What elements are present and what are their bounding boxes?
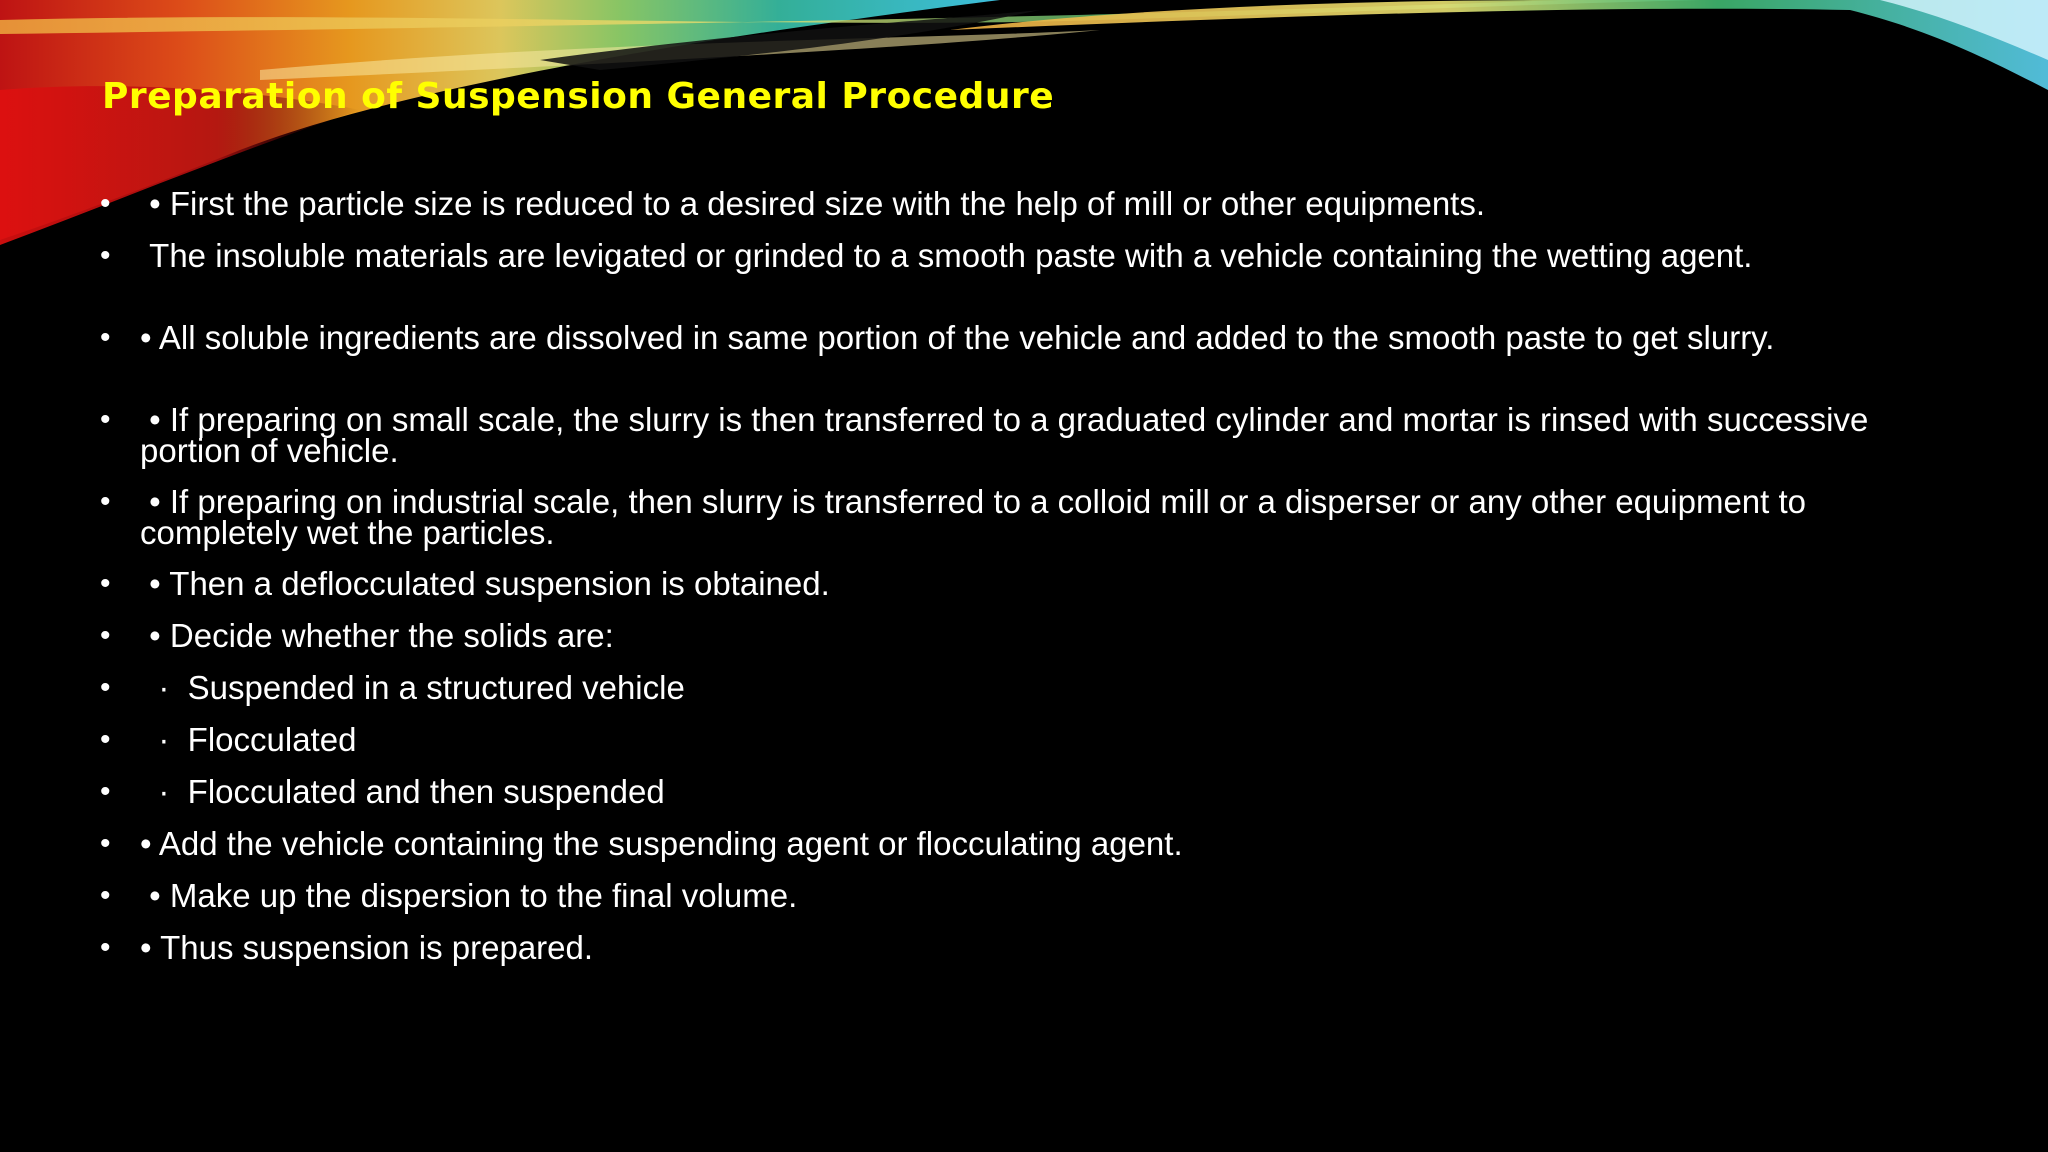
list-item-text: · Flocculated and then suspended (140, 773, 665, 810)
list-item (100, 564, 1930, 616)
list-item (100, 318, 1930, 400)
bullet-marker: • (100, 567, 111, 600)
list-item (100, 482, 1930, 564)
bullet-list (100, 184, 1930, 980)
bullet-marker: • (100, 403, 111, 436)
list-item-text: • Make up the dispersion to the final volume. (140, 877, 798, 914)
bullet-marker: • (100, 671, 111, 704)
bullet-marker: • (100, 827, 111, 860)
list-item-text: • Thus suspension is prepared. (140, 929, 594, 966)
bullet-marker: • (100, 619, 111, 652)
list-item (100, 184, 1930, 236)
bullet-marker: • (100, 931, 111, 964)
list-item-text: • Decide whether the solids are: (140, 617, 614, 654)
list-item-text: · Suspended in a structured vehicle (140, 669, 685, 706)
list-item (100, 668, 1930, 720)
bullet-marker: • (100, 239, 111, 272)
list-item (100, 236, 1930, 318)
bullet-marker: • (100, 775, 111, 808)
list-item-text: • If preparing on industrial scale, then slurry is transferred to a colloid mill or a disperser or any other equipment to completely wet the particles. (140, 483, 1816, 551)
list-item (100, 772, 1930, 824)
list-item-text: • Then a deflocculated suspension is obtained. (140, 565, 830, 602)
list-item-text: · Flocculated (140, 721, 357, 758)
list-item (100, 720, 1930, 772)
list-item-text: • If preparing on small scale, the slurry is then transferred to a graduated cylinder and mortar is rinsed with successive portion of vehicle. (140, 401, 1878, 469)
list-item (100, 928, 1930, 980)
bullet-marker: • (100, 187, 111, 220)
bullet-marker: • (100, 321, 111, 354)
list-item-text: • First the particle size is reduced to a desired size with the help of mill or other equipments. (140, 185, 1486, 222)
list-item (100, 616, 1930, 668)
bullet-marker: • (100, 723, 111, 756)
slide-title: Preparation of Suspension General Procedure (102, 76, 1055, 117)
list-item-text: • All soluble ingredients are dissolved in same portion of the vehicle and added to the smooth paste to get slurry. (140, 319, 1775, 356)
bullet-marker: • (100, 879, 111, 912)
bullet-marker: • (100, 485, 111, 518)
list-item-text: • Add the vehicle containing the suspending agent or flocculating agent. (140, 825, 1183, 862)
list-item (100, 876, 1930, 928)
list-item-text: The insoluble materials are levigated or grinded to a smooth paste with a vehicle containing the wetting agent. (140, 237, 1753, 274)
list-item (100, 400, 1930, 482)
list-item (100, 824, 1930, 876)
